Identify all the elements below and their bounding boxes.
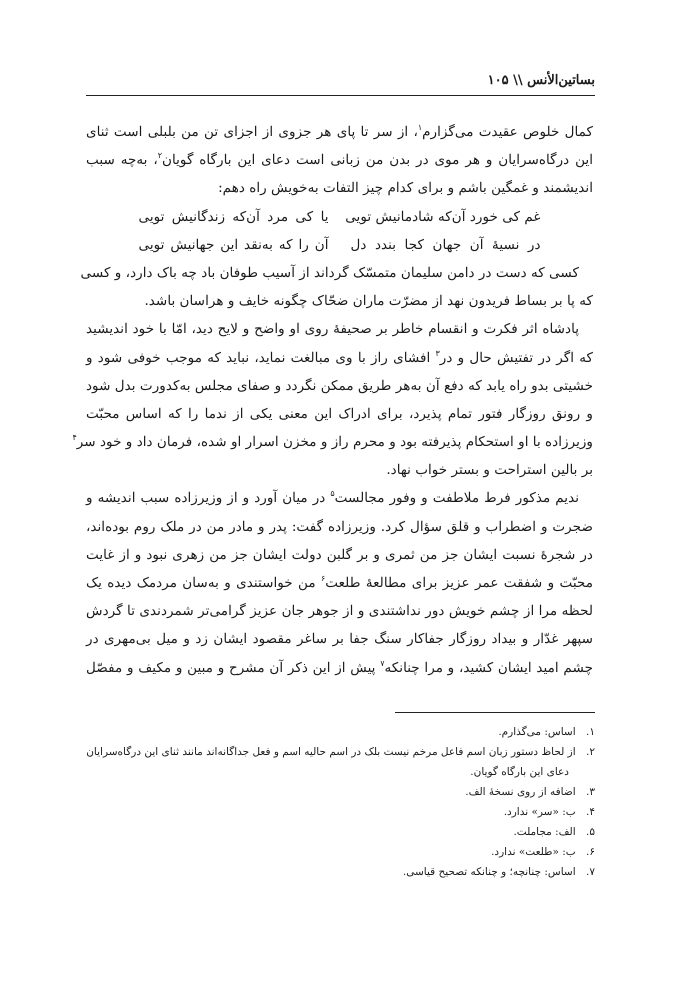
text-line [72,428,593,456]
footnote-text: اضافه از روی نسخهٔ الف. [465,786,579,798]
footnote-text: ب: «طلعت» ندارد. [491,846,579,858]
line-text: کسی که دست در دامن سلیمان متمسّک گرداند از آسیب طوفان باد چه باک دارد، و کسی [80,264,579,281]
text-line [86,344,593,372]
text-line [86,456,593,484]
text-line [86,400,593,428]
footnote-text: از لحاظ دستور زبان اسم فاعل مرخم نیست بلک در اسم حالیه اسم و فعل جداگانه‌اند مانند ثنای این درگاه‌سرایان [86,746,579,758]
line-text: ندیم مذکور فرط ملاطفت و وفور مجالست [334,490,579,507]
line-text: پادشاه اثر فکرت و انقسام خاطر بر صحیفهٔ روی او واضح و لایح دید، امّا با خود اندیشید [86,321,579,338]
text-line [86,118,593,146]
footnote-ref: ۶ [320,574,326,583]
line-text: در شجرهٔ نسبت ایشان جز من ثمری و بر گلبن دولت ایشان جز من زهری نبود و از غایت [86,546,593,563]
text-line [80,259,593,287]
hemistich: غم کی خورد آن‌که شادمانیش تویی [345,208,541,225]
text-line [86,484,593,512]
line-text: بر بالین استراحت و بستر خواب نهاد. [386,462,593,479]
line-text: لحظه مرا از چشم خویش دور نداشتندی و از جوهر جان عزیز گرامی‌تر شمردندی تا گردش [86,603,593,620]
hemistich: در نسیهٔ آن جهان کجا بندد دل [350,236,541,253]
line-text: ضجرت و اضطراب و قلق سؤال کرد. وزیرزاده گفت: پدر و مادر من در ملک روم بوده‌اند، [86,518,593,535]
line-text: ، از سر تا پای هر جزوی از اجزای تن من بلبلی است ثنای [86,124,418,140]
running-head: بساتین‌الأنس \\ ۱۰۵ [487,73,595,88]
line-text: من خواستندی و به‌سان مردمک دیده یک [86,575,321,591]
hemistich: یا کی مرد آن‌که زندگانیش تویی [138,208,329,225]
footnote-number: ۲. [586,746,595,758]
line-text: وزیرزاده با او استحکام پذیرفته بود و محرم راز و مخزن اسرار او شده، فرمان داد و خود سر [76,434,593,451]
footnote-number: ۵. [586,826,595,838]
footnote-ref: ۷ [380,658,385,668]
text-line [86,372,593,400]
line-text: در میان آورد و از وزیرزاده سبب اندیشه و [86,490,331,507]
line-text: خشیتی بدو راه یابد که دفع آن به‌هر طریق ممکن نگردد و صفای مجلس به‌کدورت بدل شود [86,377,593,394]
footnote [86,802,595,822]
footnote-number: ۴. [586,806,595,818]
text-line [86,287,593,315]
verse-line [86,203,593,231]
footnote-continuation: دعای این بارگاه گویان. [470,766,569,778]
line-text: کمال خلوص عقیدت می‌گزارم [422,124,593,140]
footnote-ref: ۳ [435,348,440,358]
line-text: محبّت و شفقت عمر عزیز برای مطالعهٔ طلعت [325,575,593,591]
text-line [86,146,593,174]
line-text: که پا بر بساط فریدون نهد از مضرّت ماران ضحّاک چگونه خایف و هراسان باشد. [144,293,593,310]
footnote [86,722,595,742]
line-text: و رونق روزگار فتور تمام پذیرد، برای ادراک این معنی یکی از ندما را که اساس محبّت [86,405,593,422]
header-rule [86,95,595,96]
line-text: سپهر غدّار و بیداد روزگار جفاکار سنگ جفا بر ساغر مقصود ایشان زد و میل بی‌مهری در [86,631,593,648]
footnote-ref: ۴ [72,433,77,443]
line-text: که اگر در تفتیش حال و در [439,349,593,366]
footnote-text: ب: «سر» ندارد. [503,806,579,818]
footnote [86,842,595,862]
text-line [86,654,593,682]
text-line [86,625,593,653]
footnote-text: الف: مجاملت. [513,826,579,838]
line-text: چشم امید ایشان کشید، و مرا چنانکه [384,659,593,676]
footnotes [86,722,595,882]
hemistich: آن را که به‌نقد این جهانیش تویی [138,236,329,253]
footnote-ref: ۱ [417,123,423,132]
line-text: اندیشمند و غمگین باشم و برای کدام چیز التفات به‌خویش راه دهم: [218,180,593,197]
footnote-number: ۳. [586,786,595,798]
footnote-number: ۷. [586,866,595,878]
footnote-text: اساس: چنانچه؛ و چنانکه تصحیح قیاسی. [402,866,579,878]
footnote [86,822,595,842]
footnote-ref: ۵ [330,489,335,499]
footnote-text: اساس: می‌گذارم. [498,726,579,738]
line-text: این درگاه‌سرایان و هر موی در بدن من زبانی است دعای این بارگاه گویان [162,152,593,169]
text-line [86,174,593,202]
text-line [86,541,593,569]
text-line [86,597,593,625]
verse-line [86,231,593,259]
line-text: پیش از این ذکر آن مشرح و مبین و مکیف و مفصّل [86,659,381,676]
footnote-number: ۱. [586,726,595,738]
body-text [72,118,593,682]
footnote [86,742,595,762]
footnote [86,782,595,802]
text-line [86,569,593,597]
footnote-ref: ۲ [157,151,163,161]
footnote [86,862,595,882]
text-line [86,315,593,343]
text-line [86,513,593,541]
line-text: ، به‌چه سبب [86,152,158,169]
footnote-number: ۶. [586,846,595,858]
footnote-rule [395,712,595,713]
line-text: افشای راز با وی مبالغت نماید، نباید که موجب خوفی شود و [86,349,436,366]
